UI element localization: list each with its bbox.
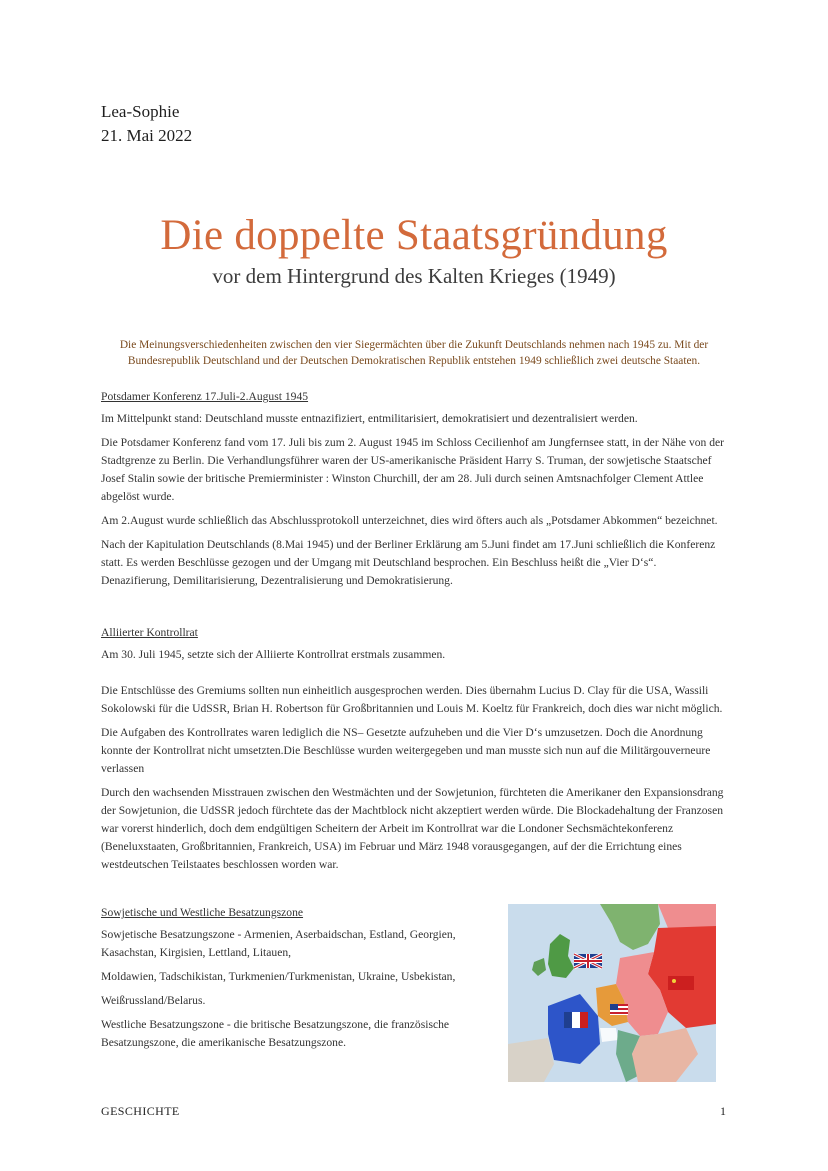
paragraph: Die Aufgaben des Kontrollrates waren lediglich die NS– Gesetzte aufzuheben und die Vier D‘s umzusetzen. Doch die Anordnung konnte der Kontrollrat nicht umsetzten.Die Beschlüsse wurden weitergegeben und man musste sich nun auf die Militärgouverneure verlassen xyxy=(101,726,711,775)
page-subtitle: vor dem Hintergrund des Kalten Krieges (1949) xyxy=(212,264,616,288)
europe-occupation-map xyxy=(508,904,716,1082)
paragraph: Durch den wachsenden Misstrauen zwischen den Westmächten und der Sowjetunion, fürchteten die Amerikaner den Expansionsdrang der Sowjetunion, die UdSSR jedoch fürchtete das der Machtblock nicht akzeptiert werden würde. Die Blockadehaltung der Franzosen war vorerst hinderlich, doch dem endgültigen Scheitern der Arbeit im Kontrollrat war die Londoner Sechsmächtekonferenz (Beneluxstaaten, Großbritannien, Frankreich, USA) im Februar und März 1948 vorausgegangen, auf der die Errichtung eines westdeutschen Teilstaates beschlossen worden war. xyxy=(101,786,724,871)
map-icon xyxy=(508,904,716,1082)
section-kontrollrat xyxy=(101,624,726,880)
paragraph: Die Potsdamer Konferenz fand vom 17. Juli bis zum 2. August 1945 im Schloss Cecilienhof am Jungfernsee statt, in der Nähe von der Stadtgrenze zu Berlin. Die Verhandlungsführer waren der US-amerikanische Präsident Harry S. Truman, der sowjetische Staatschef Josef Stalin sowie der britische Premierminister : Winston Churchill, der am 28. Juli durch seinen Amtsnachfolger Clement Attlee abgelöst wurde. xyxy=(101,436,725,503)
page-number: 1 xyxy=(720,1104,726,1118)
paragraph: Weißrussland/Belarus. xyxy=(101,994,206,1007)
document-date: 21. Mai 2022 xyxy=(101,126,193,145)
paragraph: Im Mittelpunkt stand: Deutschland musste entnazifiziert, entmilitarisiert, demokratisiert und dezentralisiert werden. xyxy=(101,412,638,425)
paragraph: Am 30. Juli 1945, setzte sich der Alliierte Kontrollrat erstmals zusammen. xyxy=(101,648,446,661)
paragraph: Die Entschlüsse des Gremiums sollten nun einheitlich ausgesprochen werden. Dies übernahm Lucius D. Clay für die USA, Wassili Sokolowski für die UdSSR, Brian H. Robertson für Großbritannien und Louis M. Koeltz für Frankreich, doch dies war nicht möglich. xyxy=(101,684,723,715)
page-title: Die doppelte Staatsgründung xyxy=(160,212,668,259)
section-potsdam xyxy=(101,388,726,596)
intro-paragraph: Die Meinungsverschiedenheiten zwischen den vier Siegermächten über die Zukunft Deutschlands nehmen nach 1945 zu. Mit der Bundesrepublik Deutschland und der Deutschen Demokratischen Republik entstehen 1949 schließlich zwei deutsche Staaten. xyxy=(119,339,709,367)
paragraph: Am 2.August wurde schließlich das Abschlussprotokoll unterzeichnet, dies wird öfters auch als „Potsdamer Abkommen“ bezeichnet. xyxy=(101,514,718,527)
paragraph: Sowjetische Besatzungszone - Armenien, Aserbaidschan, Estland, Georgien, Kasachstan, Kirgisien, Lettland, Litauen, xyxy=(101,928,456,959)
section-heading: Potsdamer Konferenz 17.Juli-2.August 1945 xyxy=(101,390,309,403)
section-heading: Sowjetische und Westliche Besatzungszone xyxy=(101,906,304,919)
paragraph: Nach der Kapitulation Deutschlands (8.Mai 1945) und der Berliner Erklärung am 5.Juni findet am 17.Juni schließlich die Konferenz statt. Es werden Beschlüsse gezogen und der Umgang mit Deutschland besprochen. Ein Beschluss heißt die „Vier D‘s“. Denazifierung, Demilitarisierung, Dezentralisierung und Demokratisierung. xyxy=(101,538,716,587)
title-block xyxy=(0,208,828,290)
paragraph: Moldawien, Tadschikistan, Turkmenien/Turkmenistan, Ukraine, Usbekistan, xyxy=(101,970,456,983)
section-besatzungszonen xyxy=(101,904,496,1058)
footer-subject: GESCHICHTE xyxy=(101,1104,180,1118)
section-heading: Alliierter Kontrollrat xyxy=(101,626,198,639)
document-meta xyxy=(101,100,192,148)
paragraph: Westliche Besatzungszone - die britische Besatzungszone, die französische Besatzungszone, die amerikanische Besatzungszone. xyxy=(101,1018,450,1049)
author-name: Lea-Sophie xyxy=(101,102,180,121)
